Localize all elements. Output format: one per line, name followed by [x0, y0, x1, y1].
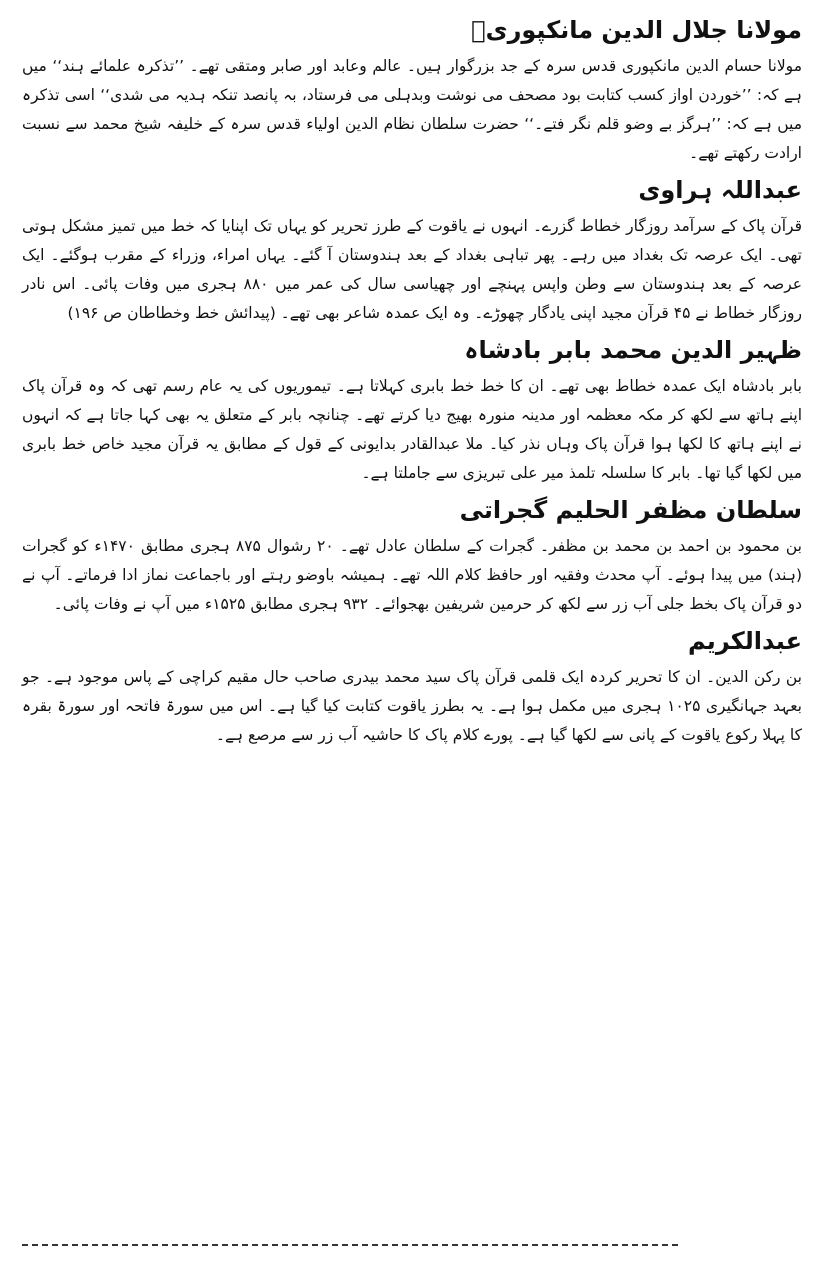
biography-section-abdullah-harawi [22, 170, 802, 328]
section-body: مولانا حسام الدین مانکپوری قدس سرہ کے جد بزرگوار ہیں۔ عالم وعابد اور صابر ومتقی تھے۔ ’’تذکرہ علمائے ہند‘‘ میں ہے کہ: ’’خوردن اواز کسب کتابت بود مصحف می نوشت وبدہلی می فرستاد، بہ پانصد تنکہ ہدیہ می شدی‘‘ اسی تذکرہ میں ہے کہ: ’’ہرگز بے وضو قلم نگر فتے۔‘‘ حضرت سلطان نظام الدین اولیاء قدس سرہ کے خلیفہ شیخ محمد سے نسبت ارادت رکھتے تھے۔ [22, 57, 802, 162]
section-heading: عبدالکریم [687, 627, 802, 655]
footnote-divider [22, 1244, 678, 1246]
biography-section-abdulkarim [22, 621, 802, 750]
section-body: بابر بادشاہ ایک عمدہ خطاط بھی تھے۔ ان کا خط خط بابری کہلاتا ہے۔ تیموریوں کی یہ عام رسم تھی کہ وہ قرآن پاک اپنے ہاتھ سے لکھ کر مکہ معظمہ اور مدینہ منورہ بھیج دیا کرتے تھے۔ چنانچہ بابر کے متعلق یہ بھی کہا جاتا ہے کہ انہوں نے اپنے ہاتھ کا لکھا ہوا قرآن پاک وہاں نذر کیا۔ ملا عبدالقادر بدایونی کے قول کے مطابق یہ قرآن مجید خاص خط بابری میں لکھا گیا تھا۔ بابر کا سلسلہ تلمذ میر علی تبریزی سے جاملتا ہے۔ [22, 377, 802, 482]
section-body: بن رکن الدین۔ ان کا تحریر کردہ ایک قلمی قرآن پاک سید محمد بیدری صاحب حال مقیم کراچی کے پاس موجود ہے۔ جو بعہد جہانگیری ۱۰۲۵ ہجری میں مکمل ہوا ہے۔ یہ بطرز یاقوت کتابت کیا گیا ہے۔ اس میں سورۃ فاتحہ اور سورۃ بقرہ کا پہلا رکوع یاقوت کے پانی سے لکھا گیا ہے۔ پورے کلام پاک کا حاشیہ آب زر سے مرصع ہے۔ [22, 668, 802, 744]
section-heading: سلطان مظفر الحلیم گجراتی [459, 496, 802, 524]
section-heading: عبداللہ ہراوی [638, 176, 802, 204]
biography-section-muzaffar-gujarati [22, 490, 802, 619]
section-body: قرآن پاک کے سرآمد روزگار خطاط گزرے۔ انہوں نے یاقوت کے طرز تحریر کو یہاں تک اپنایا کہ خط میں تمیز مشکل ہوتی تھی۔ ایک عرصہ تک بغداد میں رہے۔ پھر تباہی بغداد کے بعد ہندوستان آ گئے۔ یہاں امراء، وزراء کے مقرب ہوگئے۔ ایک عرصہ کے بعد ہندوستان سے وطن واپس پہنچے اور چھیاسی سال کی عمر میں ۸۸۰ ہجری میں وفات پائی۔ اس نادر روزگار خطاط نے ۴۵ قرآن مجید اپنی یادگار چھوڑے۔ وہ ایک عمدہ شاعر بھی تھے۔ (پیدائش خط وخطاطان ص ۱۹۶) [22, 217, 802, 322]
section-body: بن محمود بن احمد بن محمد بن مظفر۔ گجرات کے سلطان عادل تھے۔ ۲۰ رشوال ۸۷۵ ہجری مطابق ۱۴۷۰ء کو گجرات (ہند) میں پیدا ہوئے۔ آپ محدث وفقیہ اور حافظ کلام اللہ تھے۔ ہمیشہ باوضو رہتے اور باجماعت نماز ادا فرماتے۔ آپ نے دو قرآن پاک بخط جلی آب زر سے لکھ کر حرمین شریفین بھجوائے۔ ۹۳۲ ہجری مطابق ۱۵۲۵ء میں آپ نے وفات پائی۔ [22, 537, 802, 613]
biography-section-babur [22, 330, 802, 488]
biography-section-jalaluddin [22, 10, 802, 168]
section-heading: مولانا جلال الدین مانکپوریؒ [471, 16, 802, 44]
section-heading: ظہیر الدین محمد بابر بادشاہ [464, 336, 802, 364]
